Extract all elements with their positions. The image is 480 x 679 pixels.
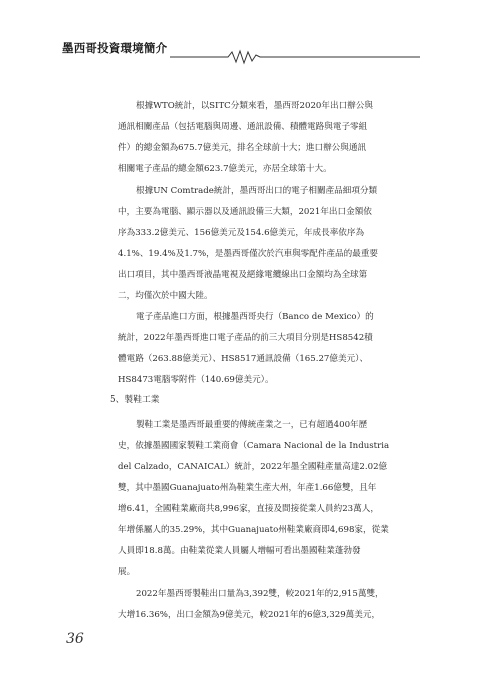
text-line: 統計，2022年墨西哥進口電子產品的前三大項目分別是HS8542積 xyxy=(118,333,373,343)
text-line: 序為333.2億美元、156億美元及154.6億美元，年成長率依序為 xyxy=(118,228,365,238)
page-number: 36 xyxy=(66,631,84,647)
text-line: 體電路（263.88億美元）、HS8517通訊設備（165.27億美元）、 xyxy=(118,354,369,364)
text-line: 電子產品進口方面，根據墨西哥央行（Banco de Mexico）的 xyxy=(136,312,374,322)
paragraph-1 xyxy=(118,96,433,180)
paragraph-5 xyxy=(118,584,433,626)
text-line: 史，依據墨國國家製鞋工業商會（Camara Nacional de la Industria xyxy=(118,441,390,451)
text-line: 中，主要為電腦、顯示器以及通訊設備三大類，2021年出口金額依 xyxy=(118,207,372,217)
header-ornament xyxy=(170,49,420,65)
text-line: 件）的總金額為675.7億美元，排名全球前十大；進口辦公與通訊 xyxy=(118,143,367,153)
text-line: 通訊相關產品（包括電腦與周邊、通訊設備、積體電路與電子零組 xyxy=(118,122,368,132)
text-line: 2022年墨西哥製鞋出口量為3,392雙，較2021年的2,915萬雙， xyxy=(136,589,384,599)
text-line: 根據WTO統計，以SITC分類來看，墨西哥2020年出口辦公與 xyxy=(136,101,373,111)
paragraph-4 xyxy=(118,415,433,583)
text-line: 展。 xyxy=(118,567,136,577)
text-line: 大增16.36%，出口金額為9億美元，較2021年的6億3,329萬美元， xyxy=(118,610,381,620)
paragraph-3 xyxy=(118,307,433,391)
text-line: 相關電子產品的總金額623.7億美元，亦居全球第十大。 xyxy=(118,164,332,174)
text-line: 年增係屬人的35.29%，其中Guanajuato州鞋業廠商即4,698家，從業 xyxy=(118,525,389,535)
text-line: 雙，其中墨國Guanajuato州為鞋業生產大州，年產1.66億雙，且年 xyxy=(118,483,377,493)
page-header xyxy=(62,36,422,60)
text-line: 出口項目，其中墨西哥液晶電視及絕緣電纜線出口金額均為全球第 xyxy=(118,270,368,280)
header-title: 墨西哥投資環境簡介 xyxy=(62,41,168,55)
text-line: del Calzado，CANAICAL）統計，2022年墨全國鞋產量高達2.02億 xyxy=(118,462,388,472)
text-line: HS8473電腦零附件（140.69億美元）。 xyxy=(118,375,274,385)
text-line: 4.1%、19.4%及1.7%，是墨西哥僅次於汽車與零配件產品的最重要 xyxy=(118,249,379,259)
text-line: 製鞋工業是墨西哥最重要的傳統產業之一，已有超過400年歷 xyxy=(136,420,368,430)
paragraph-2 xyxy=(118,181,433,307)
text-line: 增6.41，全國鞋業廠商共8,996家，直接及間接從業人員約23萬人， xyxy=(118,504,379,514)
text-line: 二，均僅次於中國大陸。 xyxy=(118,291,213,301)
text-line: 人員即18.8萬。由鞋業從業人員屬人增幅可看出墨國鞋業蓬勃發 xyxy=(118,546,361,556)
text-line: 根據UN Comtrade統計，墨西哥出口的電子相關產品細項分類 xyxy=(136,186,378,196)
section-heading: 5、製鞋工業 xyxy=(110,395,160,405)
